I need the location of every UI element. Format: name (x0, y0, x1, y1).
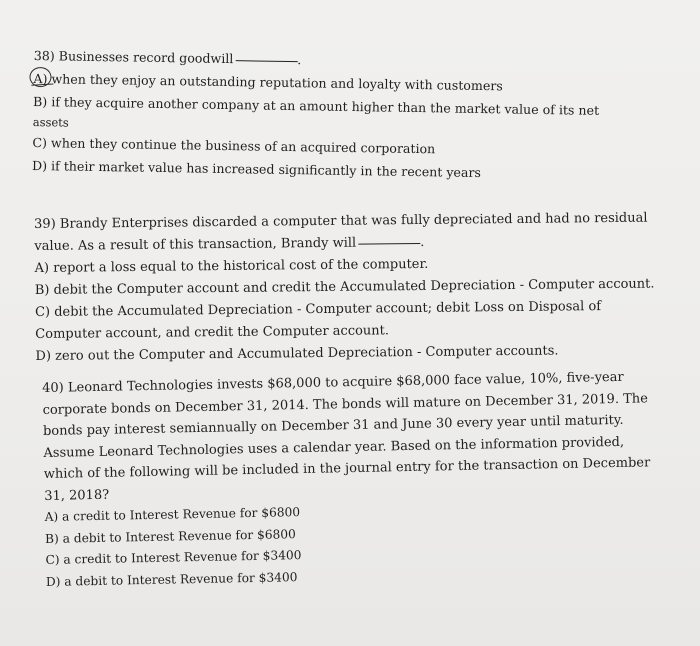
stem-period: . (420, 234, 425, 250)
option-39-c-line-2: Computer account, and credit the Computer account. (35, 323, 390, 342)
question-40-stem-line-2: corporate bonds on December 31, 2014. The bonds will mature on December 31, 2019. The (42, 390, 649, 418)
question-40 (42, 366, 653, 593)
option-38-a: A) when they enjoy an outstanding reputation and loyalty with customers (33, 70, 503, 94)
question-39-stem-line-1: 39) Brandy Enterprises discarded a computer that was fully depreciated and had no residual (34, 210, 648, 232)
question-39-stem-text: value. As a result of this transaction, Brandy will (34, 235, 357, 254)
question-40-stem-line-4: Assume Leonard Technologies uses a calendar year. Based on the information provided, (43, 434, 625, 461)
option-38-c: C) when they continue the business of an acquired corporation (32, 134, 436, 157)
option-38-d: D) if their market value has increased significantly in the recent years (31, 157, 482, 181)
question-39 (34, 208, 655, 368)
question-38 (32, 44, 600, 186)
question-38-stem-text: 38) Businesses record goodwill (33, 47, 234, 67)
answer-blank (358, 242, 420, 245)
option-39-a: A) report a loss equal to the historical cost of the computer. (34, 256, 429, 276)
question-40-stem-line-6: 31, 2018? (44, 487, 110, 504)
option-40-a: A) a credit to Interest Revenue for $6800 (44, 505, 301, 524)
option-40-b: B) a debit to Interest Revenue for $6800 (44, 526, 296, 546)
option-39-c-line-1: C) debit the Accumulated Depreciation - Computer account; debit Loss on Disposal of (34, 299, 602, 320)
option-38-b: B) if they acquire another company at an amount higher than the market value of its net (32, 93, 600, 118)
option-39-d: D) zero out the Computer and Accumulated Depreciation - Computer accounts. (35, 343, 559, 364)
option-38-b-continued: assets (32, 114, 69, 130)
option-39-b: B) debit the Computer account and credit the Accumulated Depreciation - Computer account. (34, 276, 655, 298)
option-40-c: C) a credit to Interest Revenue for $3400 (45, 548, 302, 567)
question-40-stem-line-1: 40) Leonard Technologies invests $68,000 to acquire $68,000 face value, 10%, five-year (42, 369, 624, 396)
question-40-stem-line-5: which of the following will be included in the journal entry for the transaction on December (43, 455, 651, 482)
stem-period: . (297, 52, 302, 68)
option-40-d: D) a debit to Interest Revenue for $3400 (45, 569, 298, 589)
answer-blank (235, 59, 297, 62)
question-40-stem-line-3: bonds pay interest semiannually on December 31 and June 30 every year until maturity. (42, 412, 624, 439)
